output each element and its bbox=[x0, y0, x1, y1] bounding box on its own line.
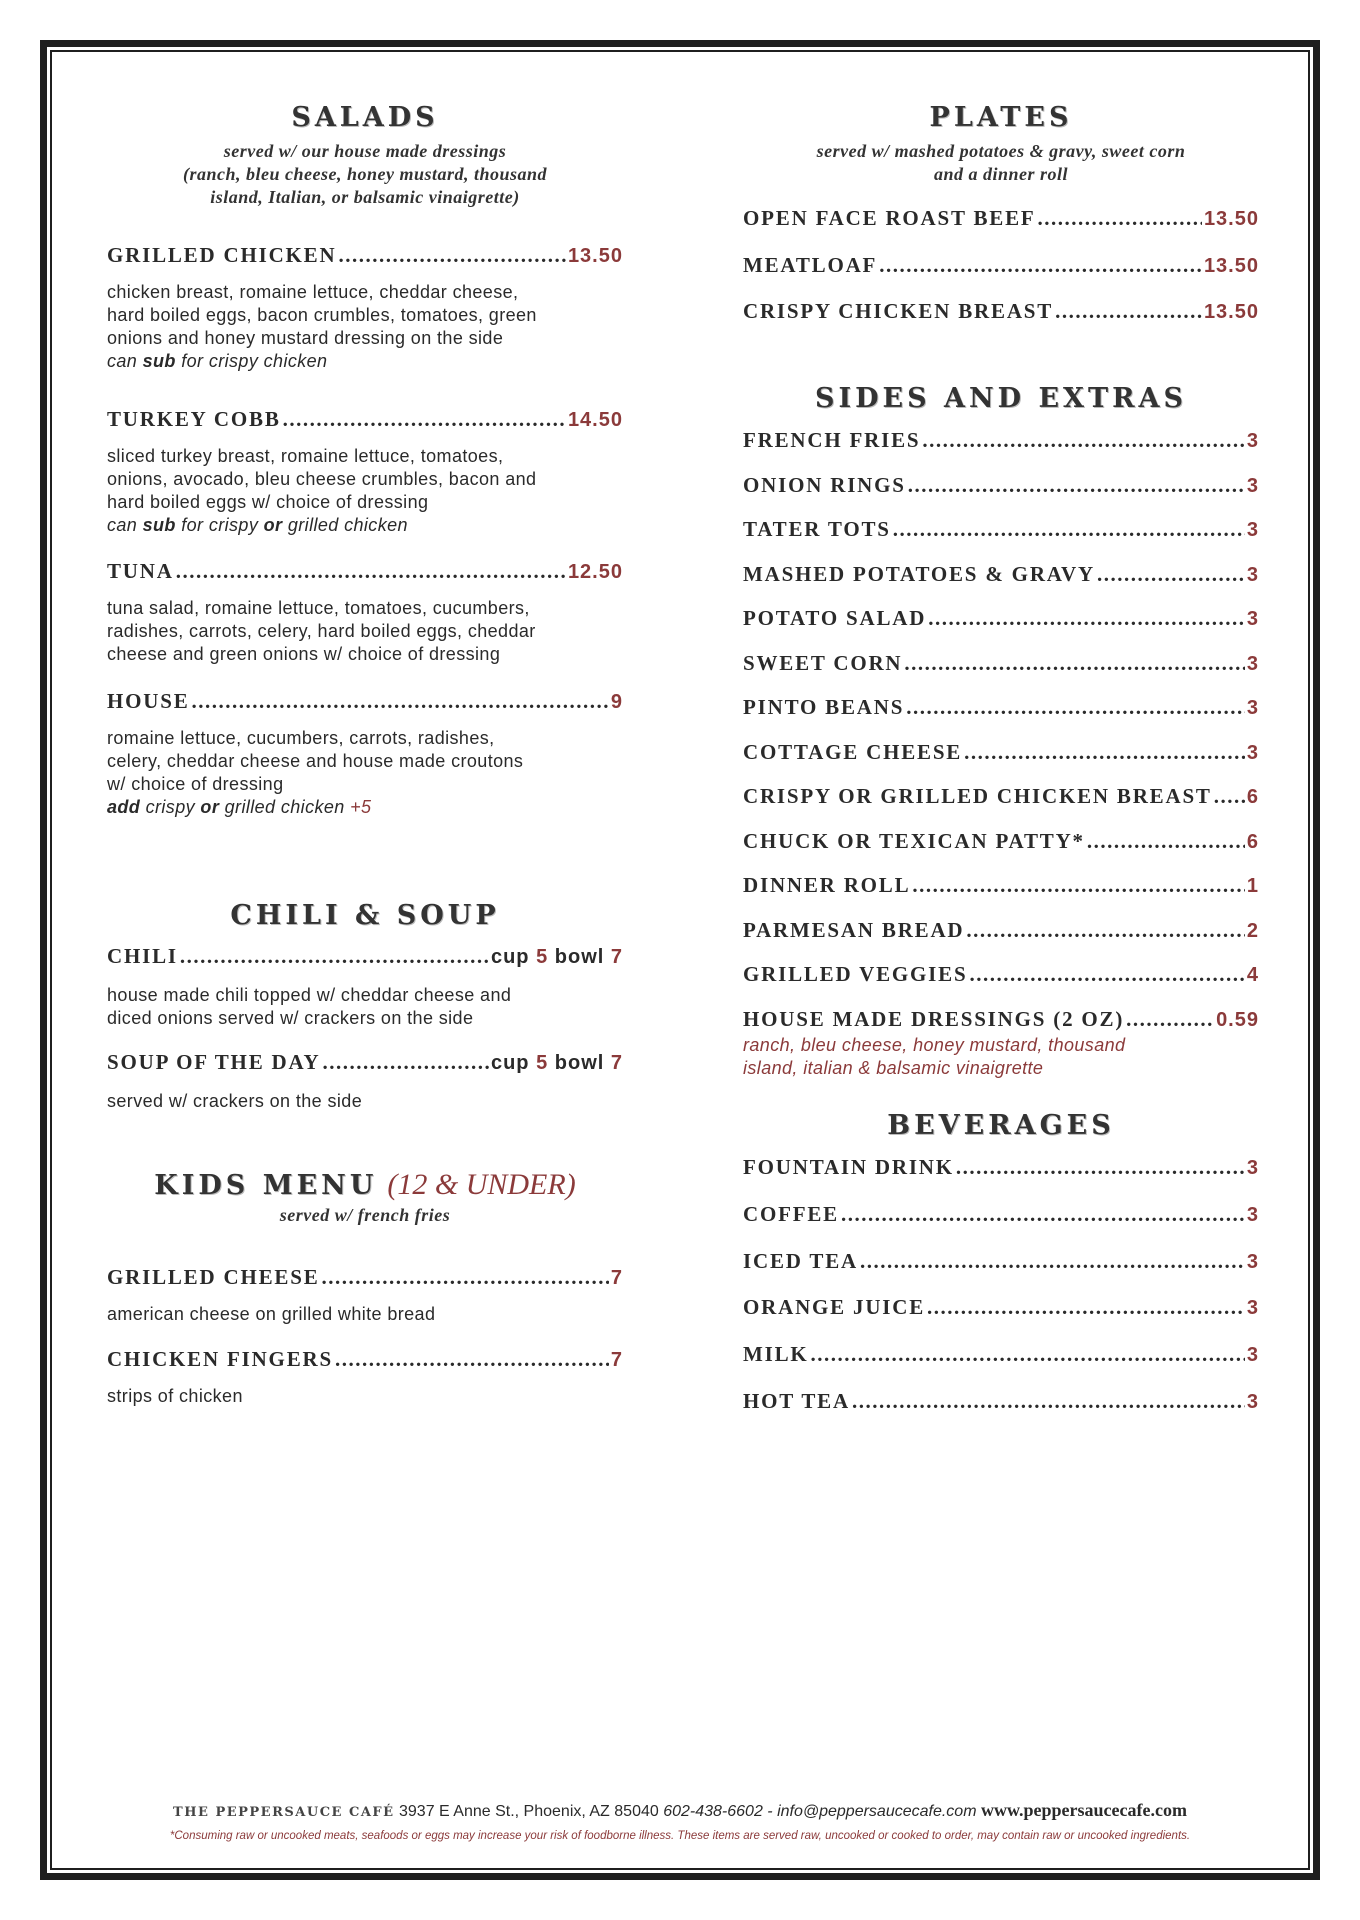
menu-item-beverage bbox=[743, 1342, 1259, 1368]
leader-dots bbox=[1126, 1007, 1214, 1032]
item-price: 1 bbox=[1246, 875, 1259, 897]
footer-address: 3937 E Anne St., Phoenix, AZ 85040 bbox=[394, 1803, 664, 1820]
leader-dots bbox=[323, 1050, 489, 1075]
description-line: hard boiled eggs w/ choice of dressing bbox=[107, 492, 429, 512]
plates-subtitle bbox=[743, 140, 1259, 186]
description-line: celery, cheddar cheese and house made croutons bbox=[107, 751, 524, 771]
leader-dots bbox=[908, 473, 1245, 498]
leader-dots bbox=[893, 517, 1245, 542]
menu-item-chili bbox=[107, 944, 623, 970]
leader-dots bbox=[322, 1265, 609, 1290]
brand-name: THE PEPPERSAUCE CAFÉ bbox=[173, 1805, 395, 1820]
item-price: 3 bbox=[1246, 1204, 1259, 1226]
leader-dots bbox=[912, 873, 1244, 898]
item-name: FRENCH FRIES bbox=[743, 428, 921, 452]
footer-contact bbox=[60, 1800, 1300, 1821]
item-price: 3 bbox=[1246, 742, 1259, 764]
menu-item-meatloaf bbox=[743, 253, 1259, 279]
leader-dots bbox=[928, 606, 1245, 631]
leader-dots bbox=[860, 1249, 1245, 1274]
description-line: radishes, carrots, celery, hard boiled eggs, cheddar bbox=[107, 621, 536, 641]
note-emphasis: or bbox=[200, 797, 220, 817]
item-name: GRILLED CHEESE bbox=[107, 1265, 320, 1289]
note-emphasis: or bbox=[263, 515, 283, 535]
item-name: CHUCK OR TEXICAN PATTY* bbox=[743, 829, 1085, 853]
item-price: 12.50 bbox=[567, 561, 623, 583]
note-text: grilled chicken bbox=[219, 797, 351, 817]
kids-subtitle: served w/ french fries bbox=[279, 1205, 451, 1225]
item-price: 3 bbox=[1246, 1344, 1259, 1366]
leader-dots bbox=[1087, 829, 1245, 854]
note-text: can bbox=[107, 515, 143, 535]
item-name: SOUP OF THE DAY bbox=[107, 1050, 321, 1074]
item-price: 9 bbox=[610, 691, 623, 713]
cup-price: 5 bbox=[536, 946, 549, 968]
description-line: romaine lettuce, cucumbers, carrots, radishes, bbox=[107, 728, 495, 748]
menu-item-side bbox=[743, 606, 1259, 632]
menu-item-side bbox=[743, 651, 1259, 677]
leader-dots bbox=[927, 1295, 1245, 1320]
item-name: TURKEY COBB bbox=[107, 407, 281, 431]
item-price: 3 bbox=[1246, 1297, 1259, 1319]
item-price: 2 bbox=[1246, 920, 1259, 942]
item-name: COTTAGE CHEESE bbox=[743, 740, 963, 764]
description-line: diced onions served w/ crackers on the side bbox=[107, 1008, 474, 1028]
sides-title: SIDES AND EXTRAS bbox=[815, 383, 1187, 414]
leader-dots bbox=[176, 559, 566, 584]
item-name: CHICKEN FINGERS bbox=[107, 1347, 333, 1371]
menu-item-side bbox=[743, 740, 1259, 766]
menu-item-turkey-cobb bbox=[107, 407, 623, 433]
menu-item-soup-of-the-day bbox=[107, 1050, 623, 1076]
item-price: 6 bbox=[1246, 786, 1259, 808]
item-name: CRISPY CHICKEN BREAST bbox=[743, 299, 1054, 323]
item-note bbox=[107, 514, 623, 537]
description-line: sliced turkey breast, romaine lettuce, tomatoes, bbox=[107, 446, 504, 466]
chili-soup-title: CHILI & SOUP bbox=[230, 900, 500, 931]
item-name: MEATLOAF bbox=[743, 253, 878, 277]
description-line: onions, avocado, bleu cheese crumbles, bacon and bbox=[107, 469, 537, 489]
leader-dots bbox=[1097, 562, 1245, 587]
leader-dots bbox=[852, 1389, 1245, 1414]
plates-subtitle-line: and a dinner roll bbox=[933, 164, 1069, 184]
item-price: 3 bbox=[1246, 608, 1259, 630]
note-text: for crispy chicken bbox=[175, 351, 328, 371]
item-note bbox=[107, 350, 623, 373]
salads-subtitle-line: island, Italian, or balsamic vinaigrette) bbox=[210, 187, 520, 207]
item-description bbox=[107, 1385, 623, 1408]
description-line: house made chili topped w/ cheddar cheese and bbox=[107, 985, 512, 1005]
bowl-label: bowl bbox=[554, 946, 605, 968]
item-price: 13.50 bbox=[567, 245, 623, 267]
menu-item-beverage bbox=[743, 1389, 1259, 1415]
kids-title-text: KIDS MENU bbox=[154, 1170, 378, 1201]
leader-dots bbox=[966, 918, 1244, 943]
description-line: chicken breast, romaine lettuce, cheddar cheese, bbox=[107, 282, 519, 302]
leader-dots bbox=[335, 1347, 609, 1372]
item-price: 3 bbox=[1246, 519, 1259, 541]
leader-dots bbox=[1055, 299, 1202, 324]
leader-dots bbox=[964, 740, 1245, 765]
item-name: GRILLED CHICKEN bbox=[107, 243, 337, 267]
cup-label: cup bbox=[490, 1052, 530, 1074]
leader-dots bbox=[1214, 784, 1245, 809]
item-price: 0.59 bbox=[1216, 1009, 1259, 1031]
menu-item-side bbox=[743, 784, 1259, 810]
leader-dots bbox=[906, 695, 1245, 720]
item-price: 4 bbox=[1246, 964, 1259, 986]
salads-subtitle bbox=[107, 140, 623, 209]
leader-dots bbox=[956, 1155, 1245, 1180]
leader-dots bbox=[338, 243, 565, 268]
leader-dots bbox=[922, 428, 1245, 453]
menu-item-grilled-chicken-salad bbox=[107, 243, 623, 269]
item-description bbox=[107, 597, 623, 666]
item-name: COFFEE bbox=[743, 1202, 839, 1226]
item-name: TATER TOTS bbox=[743, 517, 891, 541]
leader-dots bbox=[879, 253, 1202, 278]
leader-dots bbox=[283, 407, 566, 432]
item-price: 3 bbox=[1246, 475, 1259, 497]
description-line: served w/ crackers on the side bbox=[107, 1091, 363, 1111]
note-emphasis: sub bbox=[142, 515, 176, 535]
plates-title: PLATES bbox=[929, 102, 1073, 133]
menu-item-beverage bbox=[743, 1295, 1259, 1321]
footer-disclaimer: *Consuming raw or uncooked meats, seafoods or eggs may increase your risk of foodborne illness. These items are served raw, uncooked or cooked to order, may contain raw or uncooked ingredients. bbox=[169, 1830, 1191, 1842]
item-name: MASHED POTATOES & GRAVY bbox=[743, 562, 1095, 586]
menu-item-beverage bbox=[743, 1202, 1259, 1228]
menu-item-house-salad bbox=[107, 689, 623, 715]
menu-item-side bbox=[743, 873, 1259, 899]
item-name: GRILLED VEGGIES bbox=[743, 962, 968, 986]
salads-title: SALADS bbox=[291, 102, 439, 133]
item-price: 14.50 bbox=[567, 409, 623, 431]
description-line: hard boiled eggs, bacon crumbles, tomatoes, green bbox=[107, 305, 537, 325]
item-note bbox=[107, 796, 623, 819]
beverages-title: BEVERAGES bbox=[887, 1110, 1115, 1141]
item-name: TUNA bbox=[107, 559, 174, 583]
description-line: tuna salad, romaine lettuce, tomatoes, cucumbers, bbox=[107, 598, 530, 618]
menu-item-side bbox=[743, 962, 1259, 988]
item-description bbox=[107, 1090, 623, 1113]
item-name: HOT TEA bbox=[743, 1389, 850, 1413]
item-price: 13.50 bbox=[1203, 208, 1259, 230]
bowl-price: 7 bbox=[610, 946, 623, 968]
item-price: 3 bbox=[1246, 653, 1259, 675]
description-line: american cheese on grilled white bread bbox=[107, 1304, 436, 1324]
item-name: CHILI bbox=[107, 944, 178, 968]
menu-item-beverage bbox=[743, 1249, 1259, 1275]
leader-dots bbox=[811, 1342, 1245, 1367]
menu-item-side bbox=[743, 473, 1259, 499]
item-sizes bbox=[491, 1052, 623, 1075]
leader-dots bbox=[1038, 206, 1202, 231]
description-line: w/ choice of dressing bbox=[107, 774, 284, 794]
menu-item-crispy-chicken-breast bbox=[743, 299, 1259, 325]
salads-subtitle-line: (ranch, bleu cheese, honey mustard, thousand bbox=[182, 164, 548, 184]
item-name: HOUSE bbox=[107, 689, 190, 713]
item-description bbox=[107, 445, 623, 537]
bowl-label: bowl bbox=[554, 1052, 605, 1074]
item-name: CRISPY OR GRILLED CHICKEN BREAST bbox=[743, 784, 1212, 808]
menu-item-tuna bbox=[107, 559, 623, 585]
note-text: grilled chicken bbox=[282, 515, 408, 535]
leader-dots bbox=[180, 944, 489, 969]
leader-dots bbox=[192, 689, 609, 714]
note-emphasis: add bbox=[107, 797, 141, 817]
item-name: MILK bbox=[743, 1342, 809, 1366]
menu-item-side bbox=[743, 562, 1259, 588]
item-name: OPEN FACE ROAST BEEF bbox=[743, 206, 1036, 230]
description-line: ranch, bleu cheese, honey mustard, thousand bbox=[743, 1035, 1126, 1055]
note-emphasis: sub bbox=[142, 351, 176, 371]
item-price: 3 bbox=[1246, 564, 1259, 586]
menu-item-side bbox=[743, 1007, 1259, 1033]
item-description bbox=[107, 727, 623, 819]
item-description bbox=[107, 1303, 623, 1326]
description-line: island, italian & balsamic vinaigrette bbox=[743, 1058, 1044, 1078]
item-sizes bbox=[491, 946, 623, 969]
menu-item-open-face-roast-beef bbox=[743, 206, 1259, 232]
item-name: ICED TEA bbox=[743, 1249, 858, 1273]
menu-item-chicken-fingers bbox=[107, 1347, 623, 1373]
item-name: POTATO SALAD bbox=[743, 606, 927, 630]
item-name: FOUNTAIN DRINK bbox=[743, 1155, 954, 1179]
item-price: 3 bbox=[1246, 1391, 1259, 1413]
item-name: DINNER ROLL bbox=[743, 873, 911, 897]
salads-subtitle-line: served w/ our house made dressings bbox=[223, 141, 507, 161]
description-line: cheese and green onions w/ choice of dressing bbox=[107, 644, 501, 664]
description-line: onions and honey mustard dressing on the side bbox=[107, 328, 504, 348]
footer-phone-email: 602-438-6602 - info@peppersaucecafe.com bbox=[663, 1803, 977, 1820]
kids-menu-title bbox=[107, 1168, 623, 1202]
item-price: 6 bbox=[1246, 831, 1259, 853]
leader-dots bbox=[841, 1202, 1245, 1227]
description-line: strips of chicken bbox=[107, 1386, 243, 1406]
menu-item-grilled-cheese bbox=[107, 1265, 623, 1291]
item-price: 3 bbox=[1246, 1251, 1259, 1273]
plates-subtitle-line: served w/ mashed potatoes & gravy, sweet corn bbox=[816, 141, 1186, 161]
menu-item-side bbox=[743, 829, 1259, 855]
bowl-price: 7 bbox=[610, 1052, 623, 1074]
item-description bbox=[107, 984, 623, 1030]
item-price: 7 bbox=[610, 1267, 623, 1289]
item-price: 3 bbox=[1246, 1157, 1259, 1179]
leader-dots bbox=[969, 962, 1244, 987]
footer-website: www.peppersaucecafe.com bbox=[980, 1800, 1187, 1820]
menu-item-side bbox=[743, 428, 1259, 454]
item-price: 3 bbox=[1246, 697, 1259, 719]
note-text: crispy bbox=[140, 797, 201, 817]
menu-item-side bbox=[743, 695, 1259, 721]
item-price: 13.50 bbox=[1203, 301, 1259, 323]
menu-item-beverage bbox=[743, 1155, 1259, 1181]
cup-price: 5 bbox=[536, 1052, 549, 1074]
item-name: SWEET CORN bbox=[743, 651, 903, 675]
item-price: 7 bbox=[610, 1349, 623, 1371]
item-name: HOUSE MADE DRESSINGS (2 OZ) bbox=[743, 1007, 1125, 1031]
item-description bbox=[107, 281, 623, 373]
kids-title-age: (12 & UNDER) bbox=[387, 1168, 576, 1201]
note-text: can bbox=[107, 351, 143, 371]
note-text: for crispy bbox=[175, 515, 264, 535]
cup-label: cup bbox=[490, 946, 530, 968]
item-name: PARMESAN BREAD bbox=[743, 918, 965, 942]
leader-dots bbox=[904, 651, 1244, 676]
menu-item-side bbox=[743, 517, 1259, 543]
item-name: ONION RINGS bbox=[743, 473, 906, 497]
menu-item-side bbox=[743, 918, 1259, 944]
note-price: +5 bbox=[350, 797, 372, 817]
item-name: ORANGE JUICE bbox=[743, 1295, 926, 1319]
item-name: PINTO BEANS bbox=[743, 695, 905, 719]
item-price: 3 bbox=[1246, 430, 1259, 452]
dressings-description bbox=[743, 1034, 1259, 1080]
item-price: 13.50 bbox=[1203, 255, 1259, 277]
